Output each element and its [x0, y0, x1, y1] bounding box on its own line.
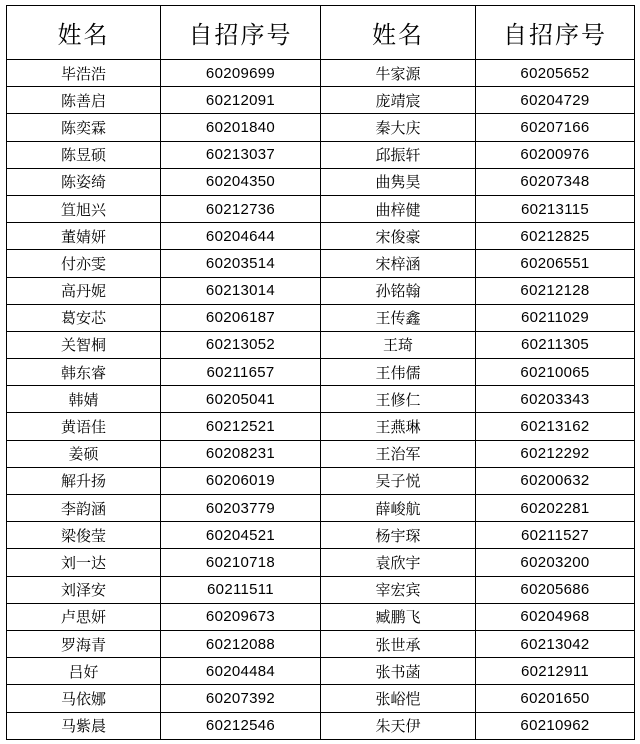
student-name-left: 卢思妍: [7, 603, 161, 630]
admission-number-left: 60204484: [161, 658, 321, 685]
admission-number-right: 60212128: [476, 277, 635, 304]
student-name-left: 陈奕霖: [7, 114, 161, 141]
student-name-right: 牛家源: [321, 60, 476, 87]
student-name-right: 薛峻航: [321, 495, 476, 522]
admission-number-left: 60213014: [161, 277, 321, 304]
student-name-left: 高丹妮: [7, 277, 161, 304]
student-name-right: 邱振轩: [321, 141, 476, 168]
student-name-left: 马依娜: [7, 685, 161, 712]
student-name-right: 袁欣宇: [321, 549, 476, 576]
student-name-left: 陈善启: [7, 87, 161, 114]
table-row: [7, 549, 635, 576]
student-name-left: 吕好: [7, 658, 161, 685]
student-name-left: 关智桐: [7, 331, 161, 358]
admission-number-right: 60204729: [476, 87, 635, 114]
table-row: [7, 712, 635, 739]
admission-number-left: 60205041: [161, 386, 321, 413]
student-name-right: 宰宏宾: [321, 576, 476, 603]
admission-number-right: 60201650: [476, 685, 635, 712]
student-name-right: 王修仁: [321, 386, 476, 413]
admission-number-left: 60213052: [161, 331, 321, 358]
admission-number-left: 60204521: [161, 522, 321, 549]
admission-number-left: 60209699: [161, 60, 321, 87]
admission-number-left: 60207392: [161, 685, 321, 712]
admission-number-right: 60212292: [476, 440, 635, 467]
table-row: [7, 304, 635, 331]
table-row: [7, 413, 635, 440]
student-name-left: 解升扬: [7, 467, 161, 494]
admission-number-left: 60204350: [161, 168, 321, 195]
student-name-right: 张书菡: [321, 658, 476, 685]
student-name-right: 秦大庆: [321, 114, 476, 141]
admission-number-left: 60212736: [161, 195, 321, 222]
admission-number-right: 60213042: [476, 630, 635, 657]
table-row: [7, 359, 635, 386]
student-name-right: 王燕琳: [321, 413, 476, 440]
admission-number-right: 60210962: [476, 712, 635, 739]
table-row: [7, 522, 635, 549]
admission-number-right: 60206551: [476, 250, 635, 277]
admission-number-right: 60211029: [476, 304, 635, 331]
admission-number-left: 60210718: [161, 549, 321, 576]
table-row: [7, 495, 635, 522]
student-name-right: 宋梓涵: [321, 250, 476, 277]
admission-number-left: 60206019: [161, 467, 321, 494]
student-name-right: 曲梓健: [321, 195, 476, 222]
student-name-left: 笪旭兴: [7, 195, 161, 222]
table-row: [7, 685, 635, 712]
admission-number-right: 60202281: [476, 495, 635, 522]
admission-number-right: 60203200: [476, 549, 635, 576]
table-row: [7, 440, 635, 467]
table-body: [7, 60, 635, 740]
admission-number-right: 60207348: [476, 168, 635, 195]
admission-number-right: 60203343: [476, 386, 635, 413]
admission-number-right: 60210065: [476, 359, 635, 386]
admission-number-right: 60213162: [476, 413, 635, 440]
roster-table: [6, 5, 635, 740]
student-name-right: 张世承: [321, 630, 476, 657]
student-name-right: 王琦: [321, 331, 476, 358]
table-row: [7, 386, 635, 413]
header-number-1: 自招序号: [161, 6, 321, 60]
admission-number-right: 60211305: [476, 331, 635, 358]
admission-number-right: 60212825: [476, 223, 635, 250]
student-name-right: 王传鑫: [321, 304, 476, 331]
table-row: [7, 114, 635, 141]
student-name-left: 韩婧: [7, 386, 161, 413]
table-row: [7, 603, 635, 630]
student-name-left: 董婧妍: [7, 223, 161, 250]
student-name-left: 罗海青: [7, 630, 161, 657]
student-name-left: 黄语佳: [7, 413, 161, 440]
admission-number-left: 60212091: [161, 87, 321, 114]
student-name-right: 杨宇琛: [321, 522, 476, 549]
student-name-left: 马紫晨: [7, 712, 161, 739]
header-row: [7, 6, 635, 60]
admission-number-left: 60206187: [161, 304, 321, 331]
table-row: [7, 331, 635, 358]
table-row: [7, 277, 635, 304]
student-name-right: 曲隽昊: [321, 168, 476, 195]
table-row: [7, 658, 635, 685]
admission-number-left: 60201840: [161, 114, 321, 141]
admission-number-left: 60204644: [161, 223, 321, 250]
student-name-left: 姜硕: [7, 440, 161, 467]
table-row: [7, 168, 635, 195]
admission-number-right: 60204968: [476, 603, 635, 630]
admission-number-right: 60213115: [476, 195, 635, 222]
table-row: [7, 141, 635, 168]
admission-number-right: 60205652: [476, 60, 635, 87]
student-name-right: 王治军: [321, 440, 476, 467]
student-name-right: 孙铭翰: [321, 277, 476, 304]
student-name-right: 宋俊豪: [321, 223, 476, 250]
header-number-2: 自招序号: [476, 6, 635, 60]
student-name-left: 付亦雯: [7, 250, 161, 277]
admission-number-left: 60211657: [161, 359, 321, 386]
student-name-left: 梁俊莹: [7, 522, 161, 549]
table-row: [7, 467, 635, 494]
student-name-left: 韩东睿: [7, 359, 161, 386]
table-row: [7, 630, 635, 657]
header-name-2: 姓名: [321, 6, 476, 60]
table-row: [7, 195, 635, 222]
admission-number-right: 60212911: [476, 658, 635, 685]
admission-number-right: 60205686: [476, 576, 635, 603]
student-name-right: 朱天伊: [321, 712, 476, 739]
student-name-right: 吴子悦: [321, 467, 476, 494]
student-name-left: 毕浩浩: [7, 60, 161, 87]
admission-number-right: 60200632: [476, 467, 635, 494]
admission-number-right: 60211527: [476, 522, 635, 549]
header-name-1: 姓名: [7, 6, 161, 60]
admission-number-left: 60203514: [161, 250, 321, 277]
student-name-left: 陈昱硕: [7, 141, 161, 168]
table-row: [7, 223, 635, 250]
student-name-left: 刘一达: [7, 549, 161, 576]
admission-number-left: 60213037: [161, 141, 321, 168]
admission-number-right: 60200976: [476, 141, 635, 168]
table-row: [7, 576, 635, 603]
table-row: [7, 250, 635, 277]
student-name-right: 臧鹏飞: [321, 603, 476, 630]
admission-number-left: 60212088: [161, 630, 321, 657]
student-name-right: 王伟儒: [321, 359, 476, 386]
student-name-right: 张峪恺: [321, 685, 476, 712]
admission-number-left: 60212546: [161, 712, 321, 739]
admission-number-left: 60211511: [161, 576, 321, 603]
admission-number-left: 60208231: [161, 440, 321, 467]
admission-number-left: 60203779: [161, 495, 321, 522]
admission-number-left: 60209673: [161, 603, 321, 630]
student-name-left: 李韵涵: [7, 495, 161, 522]
table-row: [7, 87, 635, 114]
student-name-left: 陈姿绮: [7, 168, 161, 195]
admission-number-right: 60207166: [476, 114, 635, 141]
student-name-right: 庞靖宸: [321, 87, 476, 114]
table-row: [7, 60, 635, 87]
student-name-left: 葛安芯: [7, 304, 161, 331]
student-name-left: 刘泽安: [7, 576, 161, 603]
admission-number-left: 60212521: [161, 413, 321, 440]
